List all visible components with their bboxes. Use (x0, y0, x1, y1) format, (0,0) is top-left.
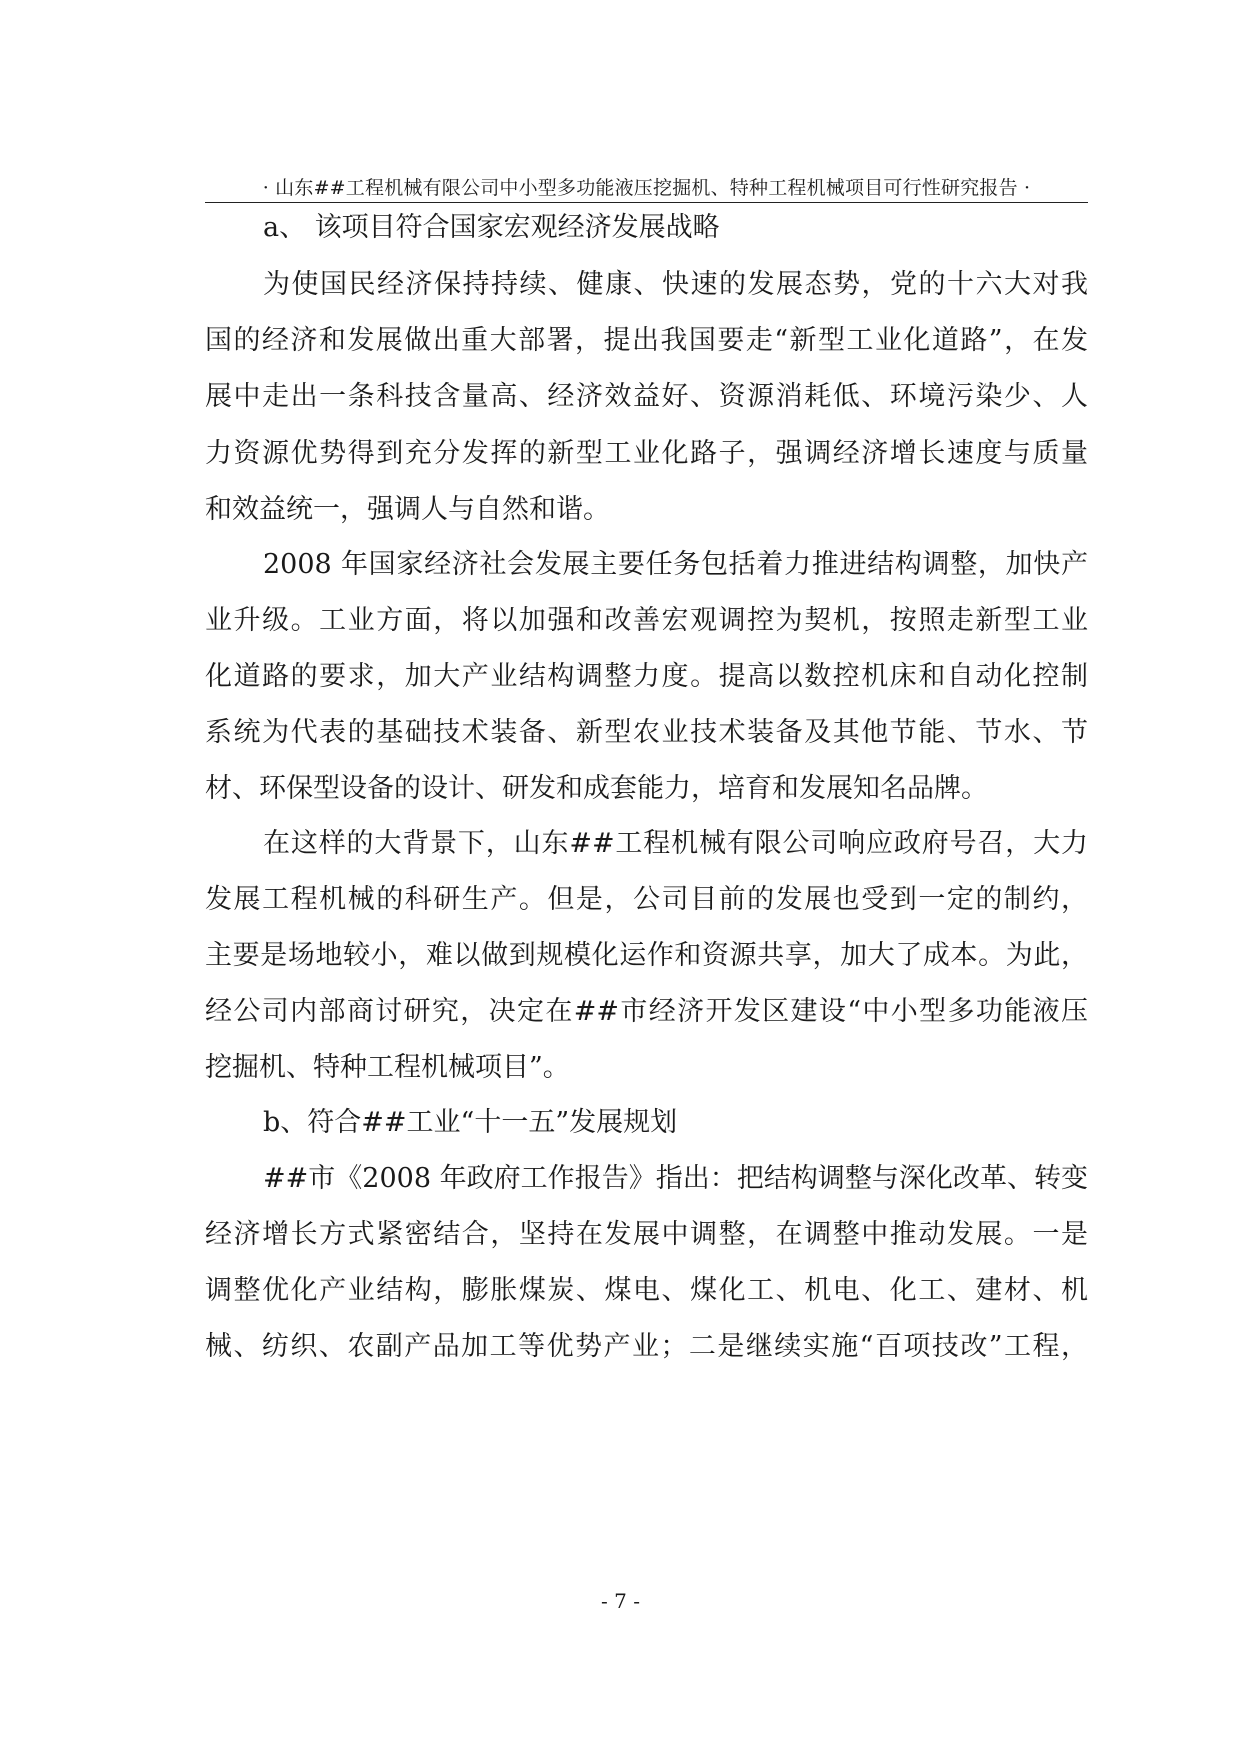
paragraph-line: 械、纺织、农副产品加工等优势产业；二是继续实施“百项技改”工程， (205, 1331, 1088, 1362)
paragraph-line: 材、环保型设备的设计、研发和成套能力，培育和发展知名品牌。 (205, 773, 988, 804)
header-rule (205, 202, 1088, 203)
paragraph-line: 经济增长方式紧密结合，坚持在发展中调整，在调整中推动发展。一是 (205, 1219, 1088, 1250)
paragraph-line: 为使国民经济保持持续、健康、快速的发展态势，党的十六大对我 (263, 269, 1088, 300)
paragraph-line: 业升级。工业方面，将以加强和改善宏观调控为契机，按照走新型工业 (205, 605, 1088, 636)
paragraph-line: 挖掘机、特种工程机械项目”。 (205, 1052, 570, 1083)
section-heading-b: b、符合##工业“十一五”发展规划 (263, 1107, 678, 1138)
paragraph-line: 在这样的大背景下，山东##工程机械有限公司响应政府号召，大力 (263, 828, 1088, 859)
paragraph-line: 和效益统一，强调人与自然和谐。 (205, 494, 610, 525)
paragraph-line: 力资源优势得到充分发挥的新型工业化路子，强调经济增长速度与质量 (205, 438, 1088, 469)
paragraph-line: 化道路的要求，加大产业结构调整力度。提高以数控机床和自动化控制 (205, 661, 1088, 692)
page-number: - 7 - (601, 1589, 640, 1613)
paragraph-line: ##市《2008 年政府工作报告》指出：把结构调整与深化改革、转变 (263, 1163, 1088, 1194)
paragraph-line: 展中走出一条科技含量高、经济效益好、资源消耗低、环境污染少、人 (205, 381, 1088, 412)
paragraph-line: 经公司内部商讨研究，决定在##市经济开发区建设“中小型多功能液压 (205, 996, 1088, 1027)
paragraph-line: 调整优化产业结构，膨胀煤炭、煤电、煤化工、机电、化工、建材、机 (205, 1275, 1088, 1306)
paragraph-line: 2008 年国家经济社会发展主要任务包括着力推进结构调整，加快产 (263, 549, 1088, 580)
paragraph-line: 发展工程机械的科研生产。但是，公司目前的发展也受到一定的制约， (205, 884, 1088, 915)
paragraph-line: 系统为代表的基础技术装备、新型农业技术装备及其他节能、节水、节 (205, 717, 1088, 748)
running-header: · 山东##工程机械有限公司中小型多功能液压挖掘机、特种工程机械项目可行性研究报告 · (262, 177, 1031, 199)
paragraph-line: 主要是场地较小，难以做到规模化运作和资源共享，加大了成本。为此， (205, 940, 1088, 971)
paragraph-line: 国的经济和发展做出重大部署，提出我国要走“新型工业化道路”，在发 (205, 325, 1088, 356)
section-heading-a: a、 该项目符合国家宏观经济发展战略 (263, 212, 720, 243)
